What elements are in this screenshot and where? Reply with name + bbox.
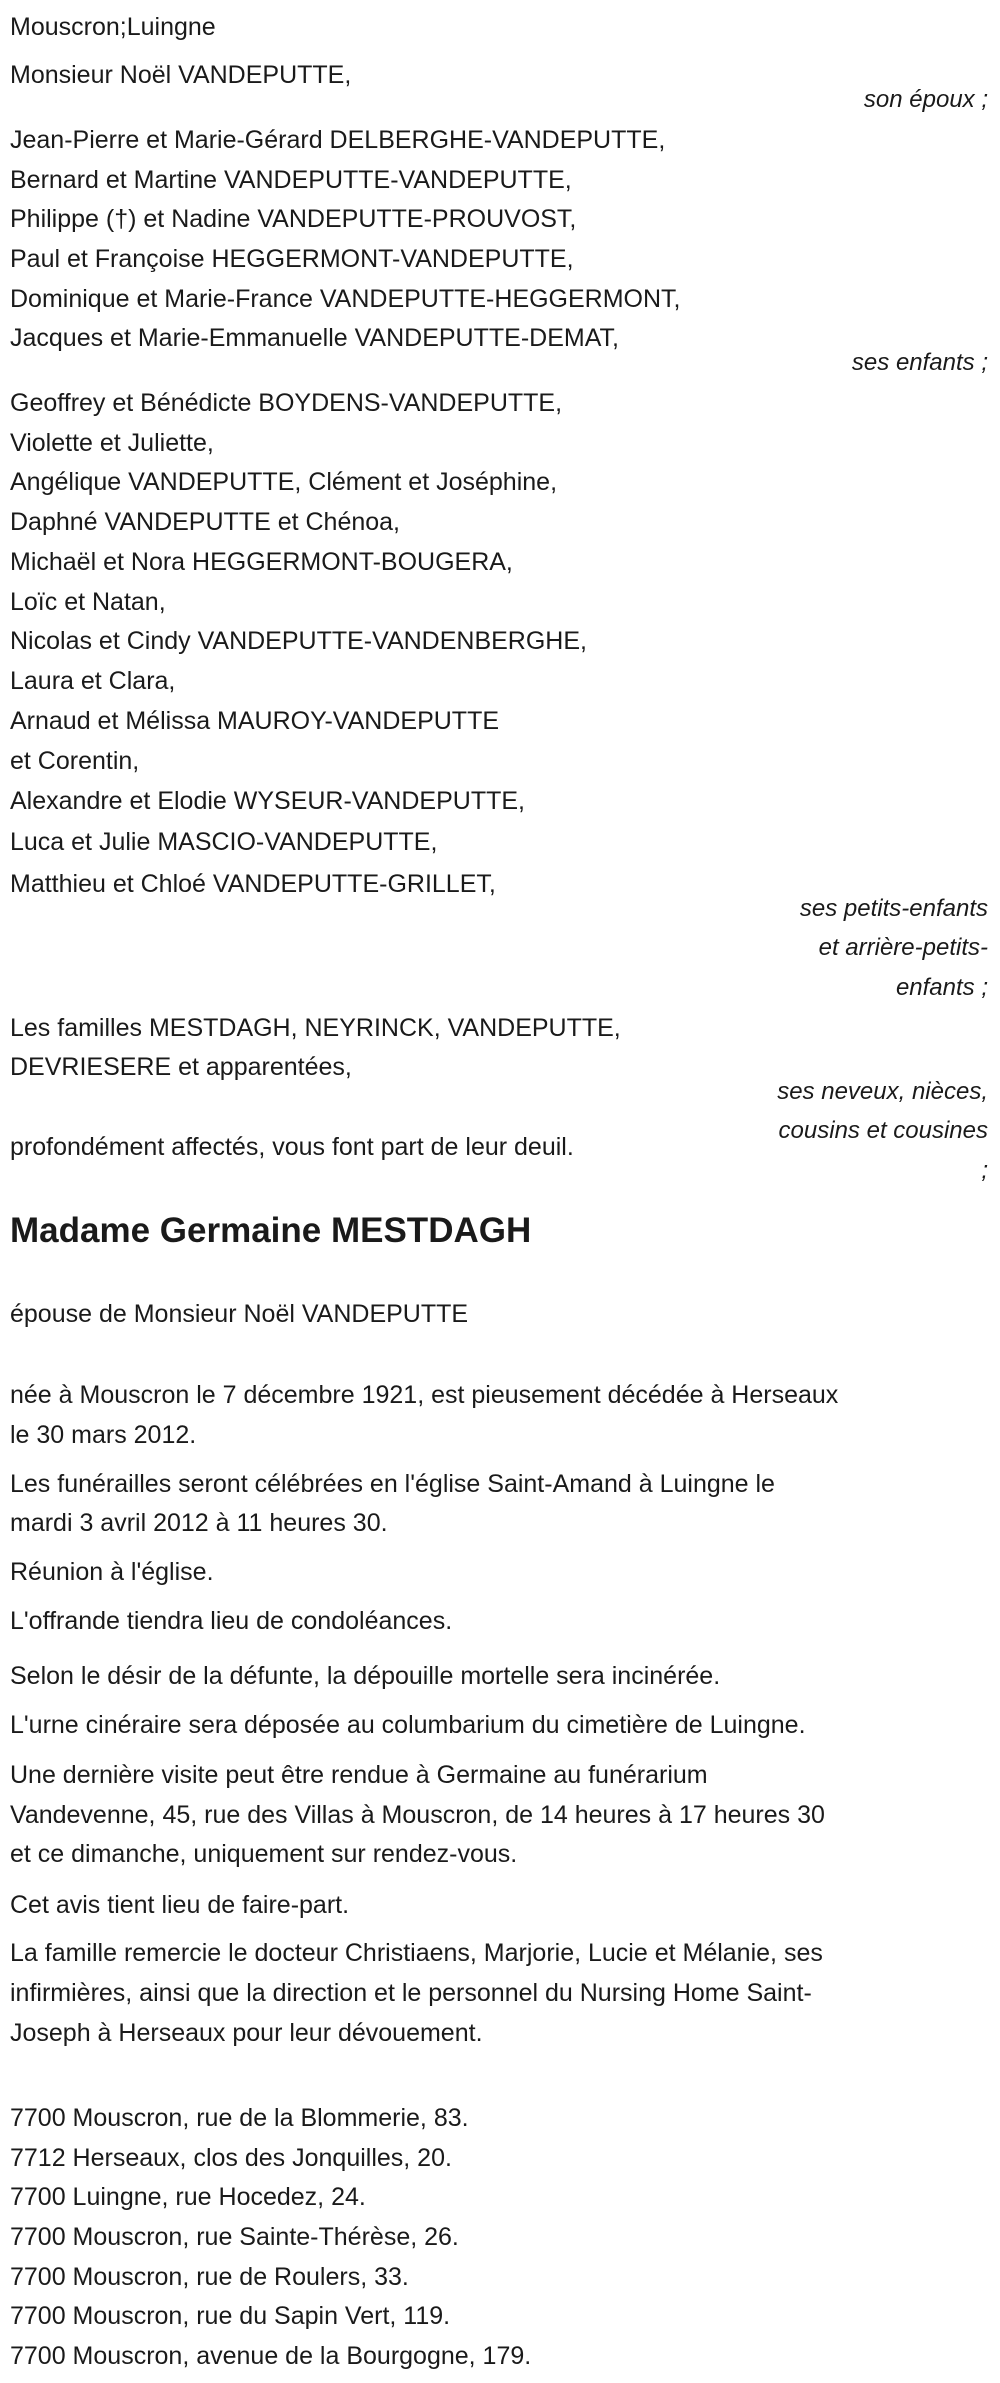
- grandchild-line: Angélique VANDEPUTTE, Clément et Joséphine,: [10, 468, 558, 496]
- child-line: Philippe (†) et Nadine VANDEPUTTE-PROUVOST,: [10, 205, 577, 233]
- paragraph-line: Cet avis tient lieu de faire-part.: [10, 1891, 350, 1919]
- grandchild-line: Michaël et Nora HEGGERMONT-BOUGERA,: [10, 548, 513, 576]
- families-line: Les familles MESTDAGH, NEYRINCK, VANDEPUTTE,: [10, 1014, 621, 1042]
- grandchild-line: Arnaud et Mélissa MAUROY-VANDEPUTTE: [10, 707, 500, 735]
- grandchild-line: Violette et Juliette,: [10, 429, 214, 457]
- paragraph-line: mardi 3 avril 2012 à 11 heures 30.: [10, 1509, 388, 1537]
- address-line: 7700 Mouscron, rue de Roulers, 33.: [10, 2263, 409, 2291]
- paragraph-line: Joseph à Herseaux pour leur dévouement.: [10, 2019, 483, 2047]
- paragraph-line: Une dernière visite peut être rendue à Germaine au funérarium: [10, 1761, 708, 1789]
- address-line: 7712 Herseaux, clos des Jonquilles, 20.: [10, 2144, 452, 2172]
- location-header: Mouscron;Luingne: [10, 13, 216, 41]
- paragraph-line: Selon le désir de la défunte, la dépouille mortelle sera incinérée.: [10, 1662, 721, 1690]
- address-line: 7700 Mouscron, rue du Sapin Vert, 119.: [10, 2302, 451, 2330]
- paragraph-line: Les funérailles seront célébrées en l'église Saint-Amand à Luingne le: [10, 1470, 775, 1498]
- paragraph-line: née à Mouscron le 7 décembre 1921, est pieusement décédée à Herseaux: [10, 1381, 839, 1409]
- families-label: cousins et cousines: [778, 1117, 988, 1144]
- grandchild-line: Luca et Julie MASCIO-VANDEPUTTE,: [10, 828, 438, 856]
- families-label: ;: [981, 1157, 988, 1184]
- grandchildren-label: et arrière-petits-: [818, 934, 988, 961]
- address-line: 7700 Mouscron, rue de la Blommerie, 83.: [10, 2104, 469, 2132]
- families-label: ses neveux, nièces,: [777, 1078, 988, 1105]
- paragraph-line: et ce dimanche, uniquement sur rendez-vous.: [10, 1840, 518, 1868]
- grandchild-line: Loïc et Natan,: [10, 588, 166, 616]
- child-line: Bernard et Martine VANDEPUTTE-VANDEPUTTE,: [10, 166, 572, 194]
- child-line: Jacques et Marie-Emmanuelle VANDEPUTTE-DEMAT,: [10, 324, 619, 352]
- paragraph-line: L'urne cinéraire sera déposée au columbarium du cimetière de Luingne.: [10, 1711, 806, 1739]
- child-line: Paul et Françoise HEGGERMONT-VANDEPUTTE,: [10, 245, 574, 273]
- grandchild-line: Laura et Clara,: [10, 667, 176, 695]
- paragraph-line: infirmières, ainsi que la direction et le personnel du Nursing Home Saint-: [10, 1979, 812, 2007]
- closing-line: profondément affectés, vous font part de leur deuil.: [10, 1133, 574, 1161]
- paragraph-line: La famille remercie le docteur Christiaens, Marjorie, Lucie et Mélanie, ses: [10, 1939, 823, 1967]
- families-line: DEVRIESERE et apparentées,: [10, 1053, 352, 1081]
- address-line: 7700 Mouscron, avenue de la Bourgogne, 179.: [10, 2342, 532, 2370]
- children-label: ses enfants ;: [851, 349, 988, 376]
- paragraph-line: Vandevenne, 45, rue des Villas à Mouscron, de 14 heures à 17 heures 30: [10, 1801, 825, 1829]
- spouse-name: Monsieur Noël VANDEPUTTE,: [10, 61, 352, 89]
- grandchild-line: Matthieu et Chloé VANDEPUTTE-GRILLET,: [10, 870, 496, 898]
- grandchild-line: Geoffrey et Bénédicte BOYDENS-VANDEPUTTE,: [10, 389, 563, 417]
- spouse-of-line: épouse de Monsieur Noël VANDEPUTTE: [10, 1300, 469, 1328]
- address-line: 7700 Mouscron, rue Sainte-Thérèse, 26.: [10, 2223, 459, 2251]
- deceased-name: Madame Germaine MESTDAGH: [10, 1211, 532, 1250]
- paragraph-line: le 30 mars 2012.: [10, 1421, 197, 1449]
- spouse-label: son époux ;: [863, 86, 988, 113]
- grandchild-line: Alexandre et Elodie WYSEUR-VANDEPUTTE,: [10, 787, 525, 815]
- grandchild-line: et Corentin,: [10, 747, 140, 775]
- address-line: 7700 Luingne, rue Hocedez, 24.: [10, 2183, 366, 2211]
- grandchildren-label: ses petits-enfants: [799, 895, 988, 922]
- grandchild-line: Daphné VANDEPUTTE et Chénoa,: [10, 508, 401, 536]
- child-line: Jean-Pierre et Marie-Gérard DELBERGHE-VANDEPUTTE,: [10, 126, 666, 154]
- paragraph-line: L'offrande tiendra lieu de condoléances.: [10, 1607, 453, 1635]
- grandchild-line: Nicolas et Cindy VANDEPUTTE-VANDENBERGHE,: [10, 627, 587, 655]
- grandchildren-label: enfants ;: [895, 974, 988, 1001]
- child-line: Dominique et Marie-France VANDEPUTTE-HEGGERMONT,: [10, 285, 681, 313]
- paragraph-line: Réunion à l'église.: [10, 1558, 214, 1586]
